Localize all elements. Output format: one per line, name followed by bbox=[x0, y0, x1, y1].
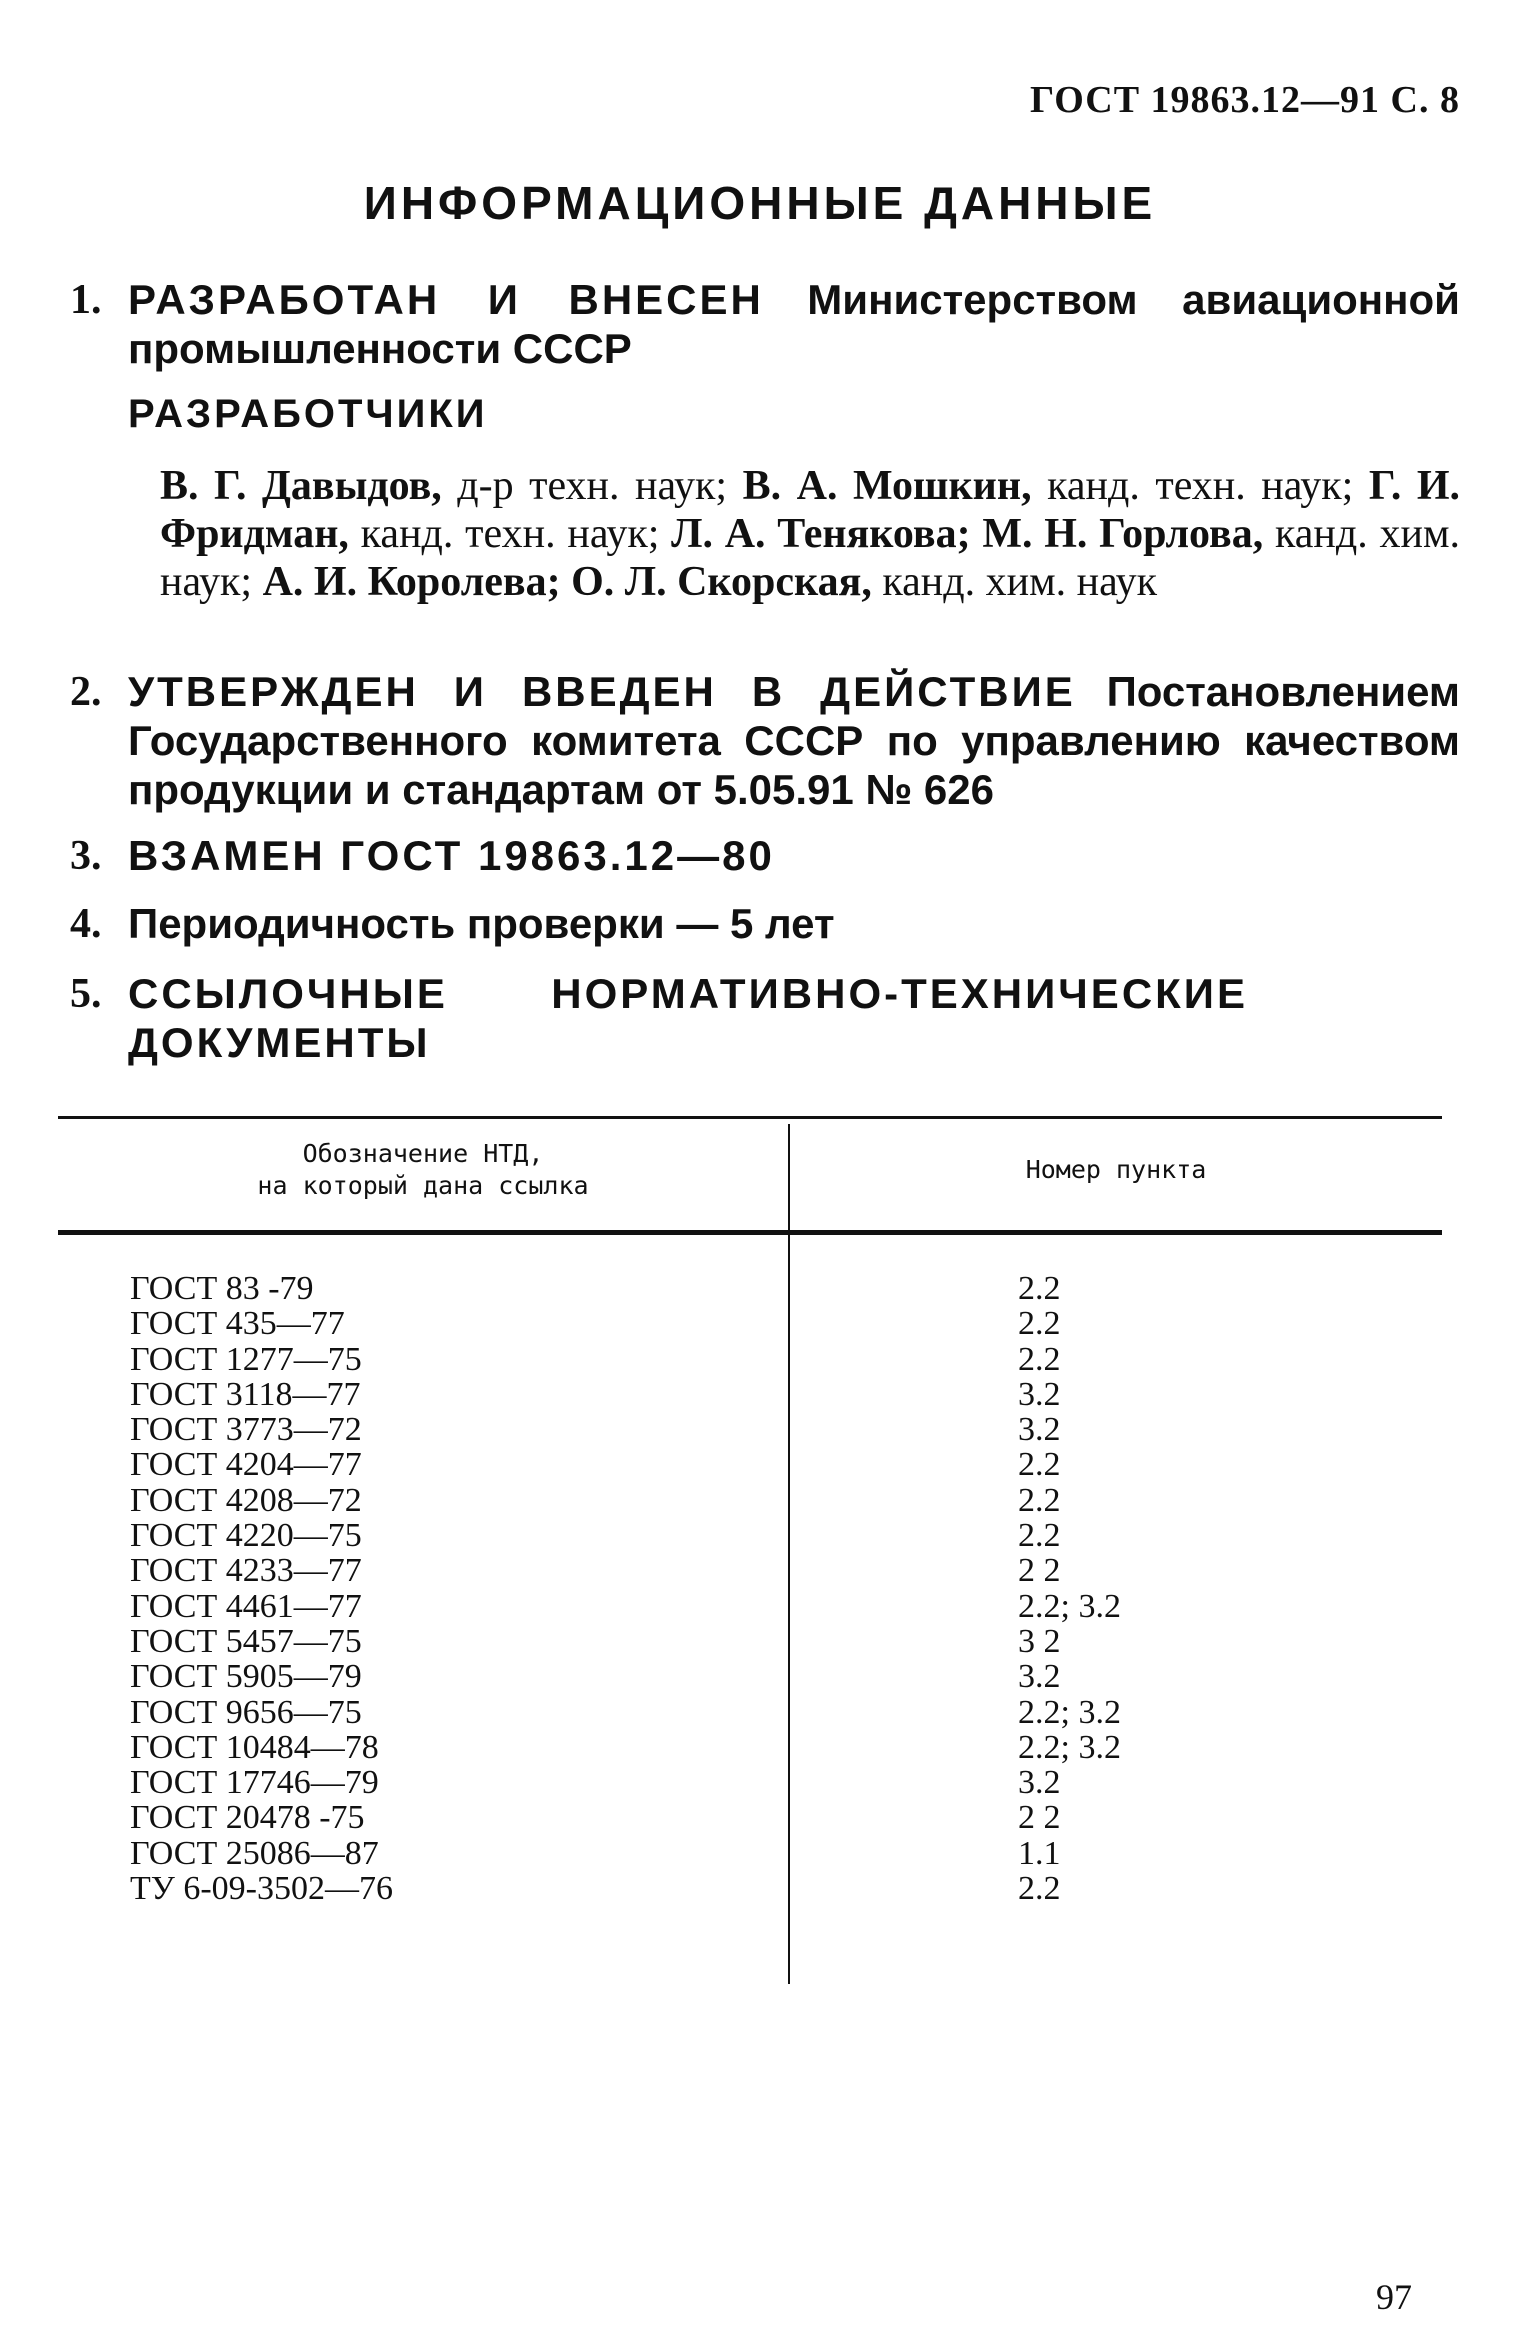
developer-name: Г. И. Фридман, bbox=[160, 463, 1460, 557]
clause-cell: 3.2 bbox=[1018, 1375, 1061, 1413]
table-row bbox=[58, 1624, 1442, 1659]
item-text bbox=[128, 900, 1460, 949]
page-number: 97 bbox=[1376, 2277, 1412, 2317]
document-header: ГОСТ 19863.12—91 С. 8 bbox=[1030, 79, 1460, 121]
clause-cell: 2.2; 3.2 bbox=[1018, 1728, 1121, 1766]
item-number: 4. bbox=[70, 901, 102, 947]
column-header-line: на который дана ссылка bbox=[257, 1171, 589, 1200]
document-cell: ГОСТ 5457—75 bbox=[130, 1622, 362, 1660]
developers-heading: РАЗРАБОТЧИКИ bbox=[128, 392, 488, 436]
item-number: 2. bbox=[70, 669, 102, 715]
table-row bbox=[58, 1553, 1442, 1588]
developer-title: канд. хим. наук bbox=[871, 559, 1158, 605]
column-header-document bbox=[58, 1138, 788, 1202]
table-row bbox=[58, 1412, 1442, 1447]
clause-cell: 2.2 bbox=[1018, 1446, 1061, 1484]
document-cell: ГОСТ 17746—79 bbox=[130, 1764, 379, 1802]
document-cell: ГОСТ 4233—77 bbox=[130, 1552, 362, 1590]
clause-cell: 2.2 bbox=[1018, 1270, 1061, 1307]
clause-cell: 2.2 bbox=[1018, 1870, 1061, 1908]
clause-cell: 2.2 bbox=[1018, 1340, 1061, 1378]
item-caps: ССЫЛОЧНЫЕ НОРМАТИВНО-ТЕХНИЧЕСКИЕ ДОКУМЕНТЫ bbox=[128, 970, 1248, 1066]
developer-name: О. Л. Скорская, bbox=[571, 559, 872, 605]
column-header-line: Обозначение НТД, bbox=[302, 1139, 544, 1168]
item-number: 1. bbox=[70, 277, 102, 323]
document-cell: ГОСТ 83 -79 bbox=[130, 1270, 314, 1307]
reference-table bbox=[58, 1116, 1442, 1986]
item-caps: ВЗАМЕН ГОСТ 19863.12—80 bbox=[128, 832, 775, 879]
document-cell: ГОСТ 435—77 bbox=[130, 1305, 345, 1343]
clause-cell: 2.2; 3.2 bbox=[1018, 1587, 1121, 1625]
info-item-5 bbox=[70, 970, 1460, 1068]
table-row bbox=[58, 1765, 1442, 1800]
developer-title bbox=[971, 511, 983, 557]
info-item-2 bbox=[70, 668, 1460, 815]
document-cell: ГОСТ 5905—79 bbox=[130, 1658, 362, 1696]
clause-cell: 1.1 bbox=[1018, 1834, 1061, 1872]
table-row bbox=[58, 1695, 1442, 1730]
table-row bbox=[58, 1306, 1442, 1341]
developer-name: Л. А. Тенякова; bbox=[671, 511, 971, 557]
table-row bbox=[58, 1659, 1442, 1694]
clause-cell: 2.2 bbox=[1018, 1517, 1061, 1555]
developer-title bbox=[561, 559, 572, 605]
column-header-clause: Номер пункта bbox=[1025, 1155, 1207, 1184]
clause-cell: 3.2 bbox=[1018, 1411, 1061, 1449]
page-title: ИНФОРМАЦИОННЫЕ ДАННЫЕ bbox=[363, 177, 1157, 229]
table-row bbox=[58, 1518, 1442, 1553]
table-row bbox=[58, 1589, 1442, 1624]
table-row bbox=[58, 1447, 1442, 1482]
table-row bbox=[58, 1342, 1442, 1377]
table-row bbox=[58, 1871, 1442, 1906]
table-row bbox=[58, 1271, 1442, 1306]
clause-cell: 2 2 bbox=[1018, 1552, 1061, 1590]
table-header-rule bbox=[58, 1230, 1442, 1235]
developer-title: д-р техн. наук; bbox=[441, 463, 743, 509]
document-cell: ГОСТ 4220—75 bbox=[130, 1517, 362, 1555]
document-cell: ГОСТ 10484—78 bbox=[130, 1728, 379, 1766]
table-top-rule bbox=[58, 1116, 1442, 1119]
developer-name: В. А. Мошкин, bbox=[742, 463, 1032, 509]
info-item-4 bbox=[70, 900, 1460, 949]
document-cell: ГОСТ 3773—72 bbox=[130, 1411, 362, 1449]
table-row bbox=[58, 1836, 1442, 1871]
item-text bbox=[128, 970, 1248, 1068]
item-number: 3. bbox=[70, 833, 102, 879]
document-cell: ГОСТ 4461—77 bbox=[130, 1587, 362, 1625]
document-cell: ГОСТ 3118—77 bbox=[130, 1375, 361, 1413]
developer-name: В. Г. Давыдов, bbox=[160, 463, 442, 509]
document-cell: ГОСТ 4208—72 bbox=[130, 1481, 362, 1519]
clause-cell: 3.2 bbox=[1018, 1764, 1061, 1802]
document-cell: ГОСТ 20478 -75 bbox=[130, 1799, 365, 1837]
developer-title: канд. техн. наук; bbox=[1031, 463, 1369, 509]
item-text bbox=[128, 668, 1460, 815]
developer-name: М. Н. Горлова, bbox=[982, 511, 1264, 557]
table-row bbox=[58, 1483, 1442, 1518]
item-text bbox=[128, 832, 1460, 881]
table-row bbox=[58, 1730, 1442, 1765]
document-cell: ТУ 6-09-3502—76 bbox=[130, 1870, 393, 1908]
item-number: 5. bbox=[70, 971, 102, 1017]
item-caps: РАЗРАБОТАН И ВНЕСЕН bbox=[128, 276, 764, 323]
table-row bbox=[58, 1800, 1442, 1835]
table-body bbox=[58, 1271, 1442, 1906]
document-cell: ГОСТ 25086—87 bbox=[130, 1834, 379, 1872]
clause-cell: 3.2 bbox=[1018, 1658, 1061, 1696]
developer-title: канд. хим. наук; bbox=[160, 511, 1461, 605]
clause-cell: 2.2 bbox=[1018, 1481, 1061, 1519]
item-text bbox=[128, 276, 1460, 374]
developer-name: А. И. Королева; bbox=[262, 559, 561, 605]
clause-cell: 2 2 bbox=[1018, 1799, 1061, 1837]
developer-title: канд. техн. наук; bbox=[348, 511, 672, 557]
clause-cell: 3 2 bbox=[1018, 1622, 1061, 1660]
table-row bbox=[58, 1377, 1442, 1412]
item-caps: УТВЕРЖДЕН И ВВЕДЕН В ДЕЙСТВИЕ bbox=[128, 668, 1076, 715]
document-cell: ГОСТ 4204—77 bbox=[130, 1446, 362, 1484]
developers-list bbox=[160, 462, 1460, 606]
document-cell: ГОСТ 9656—75 bbox=[130, 1693, 362, 1731]
info-item-3 bbox=[70, 832, 1460, 881]
clause-cell: 2.2; 3.2 bbox=[1018, 1693, 1121, 1731]
info-item-1 bbox=[70, 276, 1460, 374]
document-cell: ГОСТ 1277—75 bbox=[130, 1340, 362, 1378]
item-body-text: Министерством авиационной промышленности СССР bbox=[128, 276, 1461, 372]
clause-cell: 2.2 bbox=[1018, 1305, 1061, 1343]
item-body-text: Периодичность проверки — 5 лет bbox=[128, 900, 835, 947]
item-body-text: Постановлением Государственного комитета СССР по управлению качеством продукции и стандартам от 5.05.91 № 626 bbox=[128, 668, 1461, 813]
